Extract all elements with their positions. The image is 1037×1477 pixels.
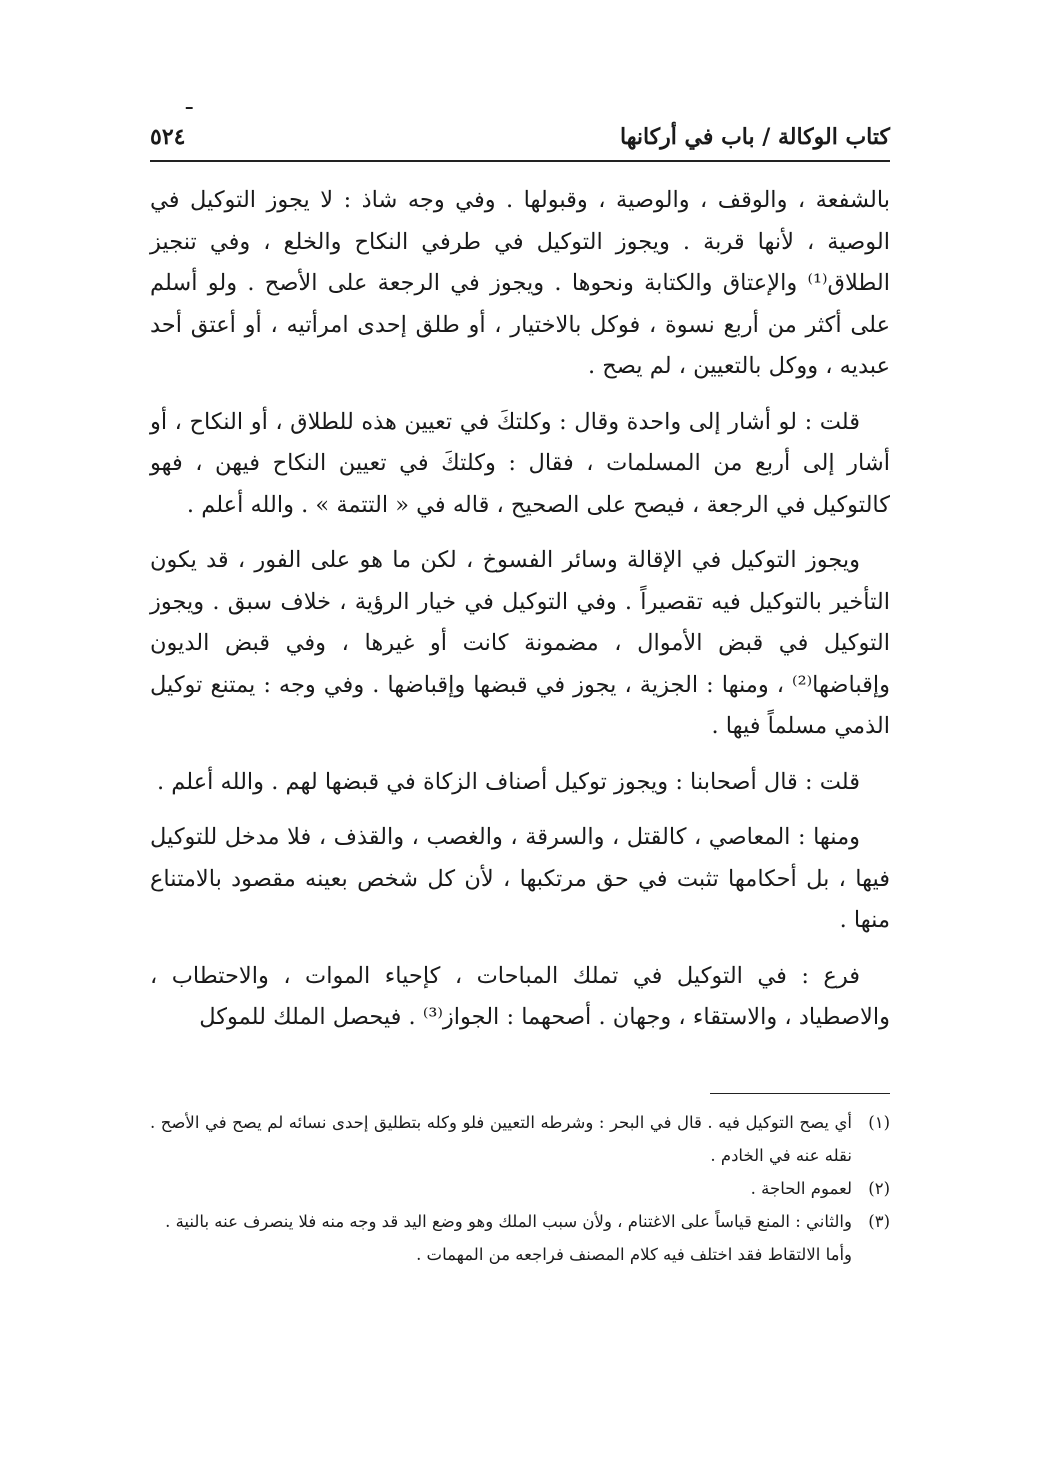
footnote-number: (٣) bbox=[868, 1212, 890, 1231]
footnote-number: (١) bbox=[868, 1113, 890, 1132]
paragraph: فرع : في التوكيل في تملك المباحات ، كإحياء الموات ، والاحتطاب ، والاصطياد ، والاستقاء ، وجهان . أصحهما : الجواز⁽³⁾ . فيحصل الملك للموكل bbox=[150, 962, 890, 1030]
footnote-text: والثاني : المنع قياساً على الاغتنام ، ولأن سبب الملك وهو وضع اليد قد وجه منه فلا ينصرف عنه بالنية . bbox=[165, 1212, 852, 1231]
page-number: ٥٢٤ bbox=[150, 124, 186, 150]
footnote-text: أي يصح التوكيل فيه . قال في البحر : وشرطه التعيين فلو وكله بتطليق إحدى نسائه لم يصح في الأصح . نقله عنه في الخادم . bbox=[150, 1113, 852, 1165]
footnote-number: (٢) bbox=[868, 1179, 890, 1198]
footnote bbox=[150, 1205, 890, 1238]
footnote-rule bbox=[710, 1093, 890, 1094]
running-header bbox=[150, 118, 890, 160]
paragraph: قلت : لو أشار إلى واحدة وقال : وكلتكَ في تعيين هذه للطلاق ، أو النكاح ، أو أشار إلى أربع من المسلمات ، فقال : وكلتكَ في تعيين النكاح فيهن ، فهو كالتوكيل في الرجعة ، فيصح على الصحيح ، قاله في « التتمة » . والله أعلم . bbox=[150, 408, 890, 518]
main-text bbox=[150, 180, 890, 1053]
paragraph: ويجوز التوكيل في الإقالة وسائر الفسوخ ، لكن ما هو على الفور ، قد يكون التأخير بالتوكيل فيه تقصيراً . وفي التوكيل في خيار الرؤية ، خلاف سبق . ويجوز التوكيل في قبض الأموال ، مضمونة كانت أو غيرها ، وفي قبض الديون وإقباضها⁽²⁾ ، ومنها : الجزية ، يجوز في قبضها وإقباضها . وفي وجه : يمتنع توكيل الذمي مسلماً فيها . bbox=[150, 547, 890, 739]
paragraph: قلت : قال أصحابنا : ويجوز توكيل أصناف الزكاة في قبضها لهم . والله أعلم . bbox=[157, 768, 860, 795]
footnote-continuation: وأما الالتقاط فقد اختلف فيه كلام المصنف فراجعه من المهمات . bbox=[416, 1245, 852, 1264]
footnote bbox=[150, 1106, 890, 1172]
corner-mark: ـ bbox=[186, 90, 193, 115]
paragraph: ومنها : المعاصي ، كالقتل ، والسرقة ، والغصب ، والقذف ، فلا مدخل للتوكيل فيها ، بل أحكامها تثبت في حق مرتكبها ، لأن كل شخص بعينه مقصود بالامتناع منها . bbox=[150, 824, 890, 933]
header-rule bbox=[150, 160, 890, 162]
footnote bbox=[150, 1172, 890, 1205]
header-title: كتاب الوكالة / باب في أركانها bbox=[620, 124, 890, 150]
footnote-text: لعموم الحاجة . bbox=[750, 1179, 852, 1198]
paragraph: بالشفعة ، والوقف ، والوصية ، وقبولها . وفي وجه شاذ : لا يجوز التوكيل في الوصية ، لأنها قربة . ويجوز التوكيل في طرفي النكاح والخلع ، وفي تنجيز الطلاق⁽¹⁾ والإعتاق والكتابة ونحوها . ويجوز في الرجعة على الأصح . ولو أسلم على أكثر من أربع نسوة ، فوكل بالاختيار ، أو طلق إحدى امرأتيه ، أو أعتق أحد عبديه ، ووكل بالتعيين ، لم يصح . bbox=[150, 187, 890, 379]
footnotes bbox=[150, 1106, 890, 1271]
